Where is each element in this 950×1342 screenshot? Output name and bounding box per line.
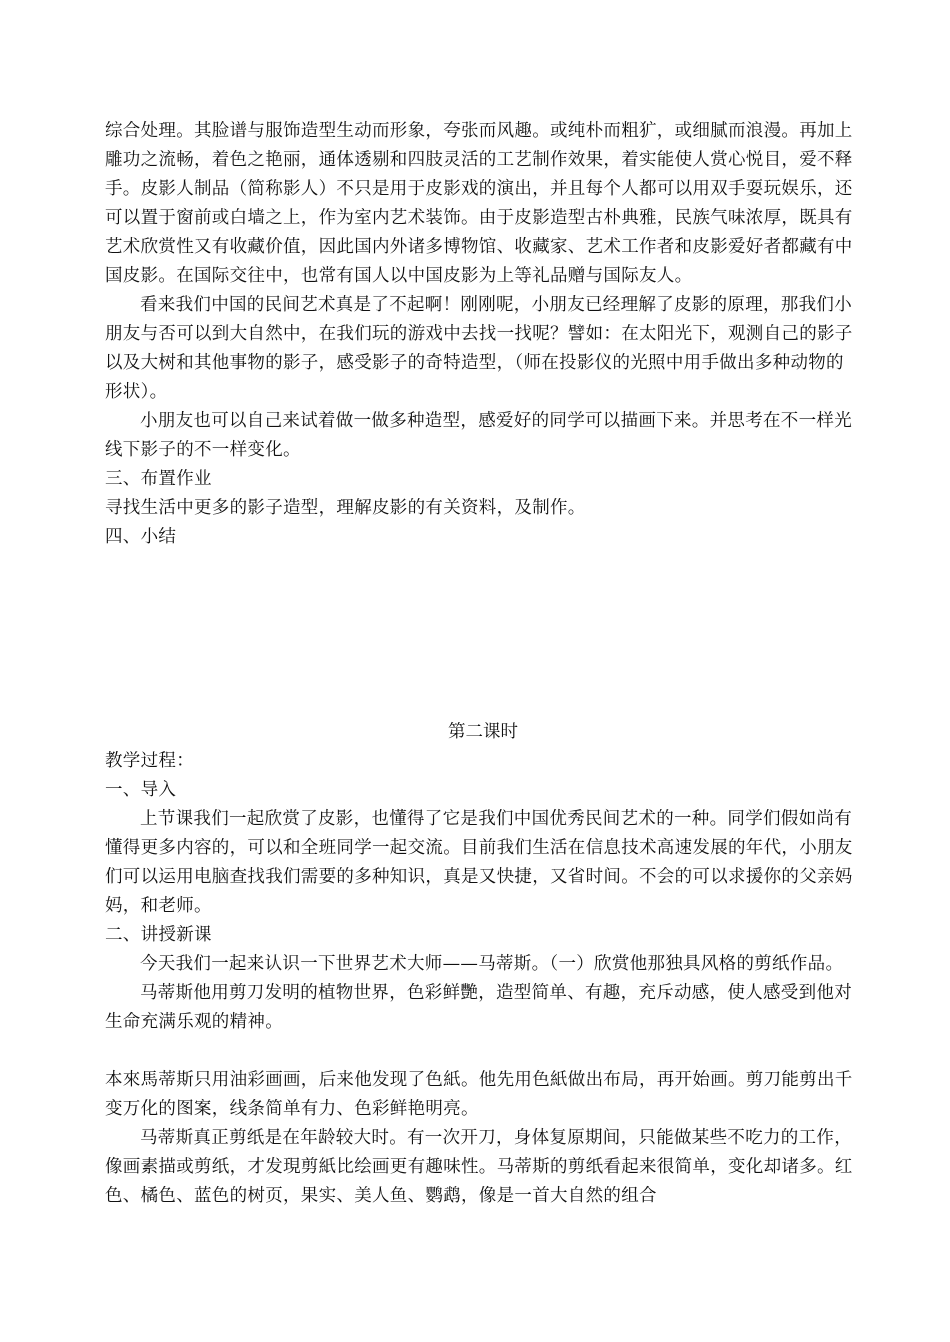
paragraph-try-making-shapes: 小朋友也可以自己来试着做一做多种造型，感爱好的同学可以描画下来。并思考在不一样光线下影子的不一样变化。 [105,411,852,460]
paragraph-matisse-colored-paper: 本來馬蒂斯只用油彩画画，后来他发现了色紙。他先用色紙做出布局，再开始画。剪刀能剪出千变万化的图案，线条简单有力、色彩鲜艳明亮。 [105,1070,853,1119]
paragraph-homework: 寻找生活中更多的影子造型，理解皮影的有关资料，及制作。 [105,498,586,518]
paragraph-matisse-intro: 今天我们一起来认识一下世界艺术大师——马蒂斯。（一）欣赏他那独具风格的剪纸作品。 [140,954,844,974]
lesson-two-title: 第二课时 [448,722,518,742]
lesson-two-section [105,747,861,1211]
heading-assign-homework: 三、布置作业 [105,469,212,489]
heading-summary: 四、小结 [105,527,177,547]
paragraph-matisse-late-papercut: 马蒂斯真正剪纸是在年龄较大时。有一次开刀，身体复原期间，只能做某些不吃力的工作，像画素描或剪纸，才发現剪紙比绘画更有趣味性。马蒂斯的剪纸看起来很简单，变化却诸多。红色、橘色、蓝色的树页，果实、美人鱼、鹦鹉，像是一首大自然的组合 [105,1128,853,1206]
blank-line [105,1037,861,1066]
paragraph-shadow-puppet-art: 综合处理。其脸谱与服饰造型生动而形象，夸张而风趣。或纯朴而粗犷，或细腻而浪漫。再加上雕功之流畅，着色之艳丽，通体透剔和四肢灵活的工艺制作效果，着实能使人赏心悦目，爱不释手。皮影人制品（简称影人）不只是用于皮影戏的演出，并且每个人都可以用双手耍玩娱乐，还可以置于窗前或白墙之上，作为室内艺术装饰。由于皮影造型古朴典雅，民族气味浓厚，既具有艺术欣赏性又有收藏价值，因此国内外诸多博物馆、收藏家、艺术工作者和皮影爱好者都藏有中国皮影。在国际交往中，也常有国人以中国皮影为上等礼品赠与国际友人。 [105,121,853,286]
paragraph-matisse-plant-world: 马蒂斯他用剪刀发明的植物世界，色彩鲜艷，造型简单、有趣，充斥动感，使人感受到他对生命充满乐观的精神。 [105,983,852,1032]
paragraph-folk-art-shadow-game: 看来我们中国的民间艺术真是了不起啊！刚刚呢，小朋友已经理解了皮影的原理，那我们小朋友与否可以到大自然中，在我们玩的游戏中去找一找呢？譬如：在太阳光下，观测自己的影子以及大树和其他事物的影子，感受影子的奇特造型，（师在投影仪的光照中用手做出多种动物的形状）。 [105,295,853,402]
paragraph-introduction: 上节课我们一起欣赏了皮影，也懂得了它是我们中国优秀民间艺术的一种。同学们假如尚有懂得更多内容的，可以和全班同学一起交流。目前我们生活在信息技术高速发展的年代，小朋友们可以运用电脑查找我们需要的多种知识，真是又快捷，又省时间。不会的可以求援你的父亲妈妈，和老师。 [105,809,853,916]
heading-new-lesson: 二、讲授新课 [105,925,212,945]
label-teaching-process: 教学过程： [105,751,194,771]
heading-introduction: 一、导入 [105,780,177,800]
lesson-one-section [105,117,861,552]
